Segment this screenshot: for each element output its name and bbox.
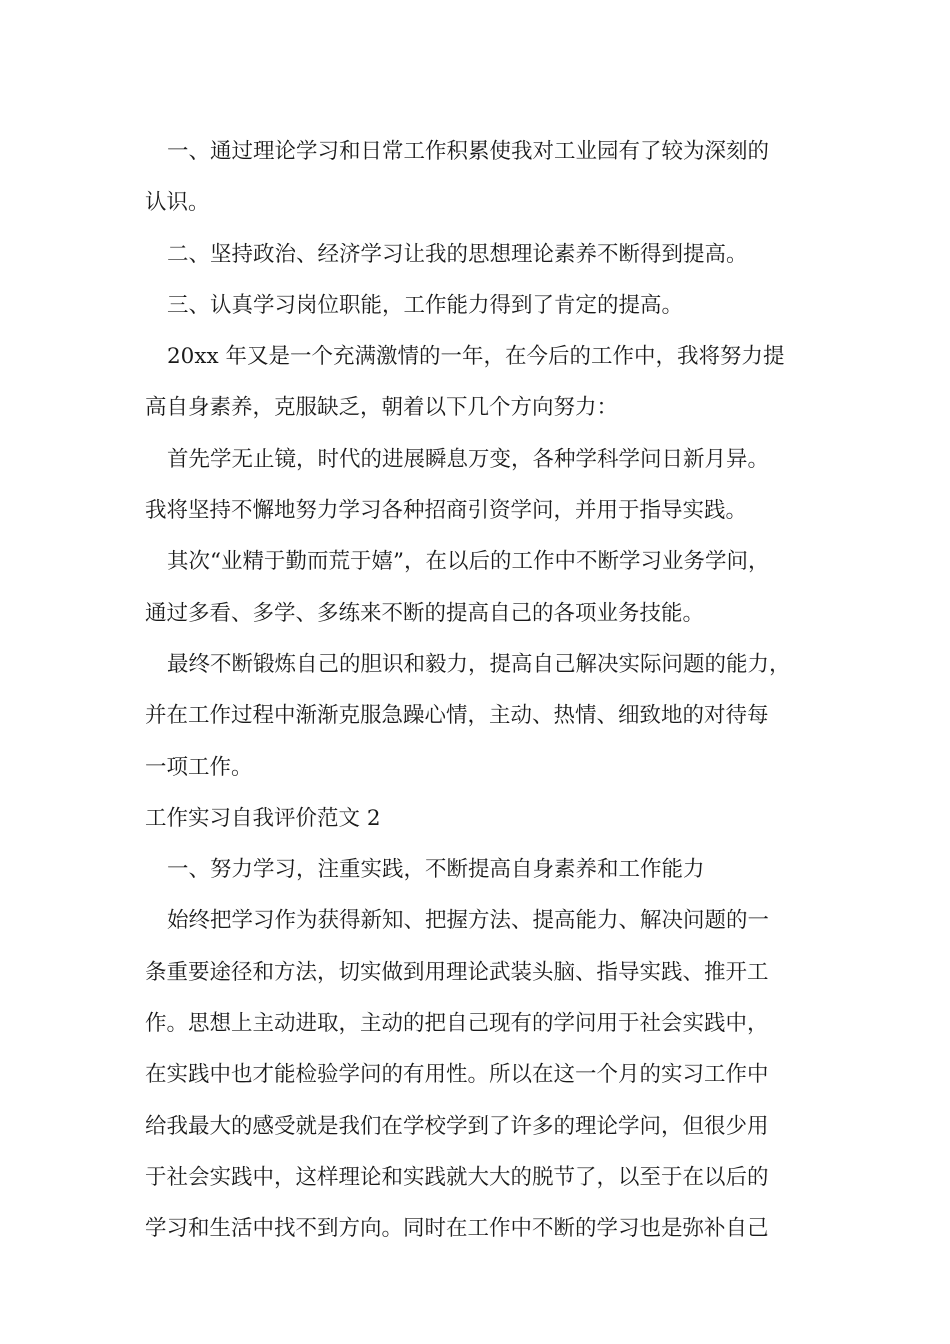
paragraph-line: 学习和生活中找不到方向。同时在工作中不断的学习也是弥补自己 bbox=[145, 1216, 769, 1242]
paragraph-line: 在实践中也才能检验学问的有用性。所以在这一个月的实习工作中 bbox=[145, 1062, 769, 1088]
paragraph-line: 认识。 bbox=[145, 190, 210, 216]
paragraph-line: 我将坚持不懈地努力学习各种招商引资学问，并用于指导实践。 bbox=[145, 498, 748, 524]
paragraph-line: 三、认真学习岗位职能，工作能力得到了肯定的提高。 bbox=[167, 292, 684, 318]
paragraph-line: 高自身素养，克服缺乏，朝着以下几个方向努力： bbox=[145, 395, 619, 421]
paragraph-line: 于社会实践中，这样理论和实践就大大的脱节了，以至于在以后的 bbox=[145, 1164, 769, 1190]
paragraph-line: 20xx 年又是一个充满激情的一年，在今后的工作中，我将努力提 bbox=[167, 344, 785, 370]
paragraph-line: 最终不断锻炼自己的胆识和毅力，提高自己解决实际问题的能力， bbox=[167, 651, 791, 677]
document-body bbox=[145, 126, 810, 1255]
paragraph-line: 首先学无止镜，时代的进展瞬息万变，各种学科学问日新月异。 bbox=[167, 446, 770, 472]
section-heading: 工作实习自我评价范文 2 bbox=[145, 805, 381, 831]
paragraph-line: 一项工作。 bbox=[145, 754, 253, 780]
paragraph-line: 条重要途径和方法，切实做到用理论武装头脑、指导实践、推开工 bbox=[145, 959, 769, 985]
paragraph-line: 一、通过理论学习和日常工作积累使我对工业园有了较为深刻的 bbox=[167, 139, 770, 164]
paragraph-line: 一、努力学习，注重实践，不断提高自身素养和工作能力 bbox=[167, 857, 705, 883]
paragraph-line: 通过多看、多学、多练来不断的提高自己的各项业务技能。 bbox=[145, 600, 705, 626]
paragraph-line: 作。思想上主动进取，主动的把自己现有的学问用于社会实践中， bbox=[145, 1011, 769, 1037]
paragraph-line: 并在工作过程中渐渐克服急躁心情，主动、热情、细致地的对待每 bbox=[145, 703, 769, 729]
paragraph-line: 二、坚持政治、经济学习让我的思想理论素养不断得到提高。 bbox=[167, 241, 748, 267]
paragraph-line: 其次“业精于勤而荒于嬉”，在以后的工作中不断学习业务学问， bbox=[167, 549, 770, 575]
paragraph-line: 给我最大的感受就是我们在学校学到了许多的理论学问，但很少用 bbox=[145, 1113, 769, 1139]
paragraph-line: 始终把学习作为获得新知、把握方法、提高能力、解决问题的一 bbox=[167, 908, 770, 934]
